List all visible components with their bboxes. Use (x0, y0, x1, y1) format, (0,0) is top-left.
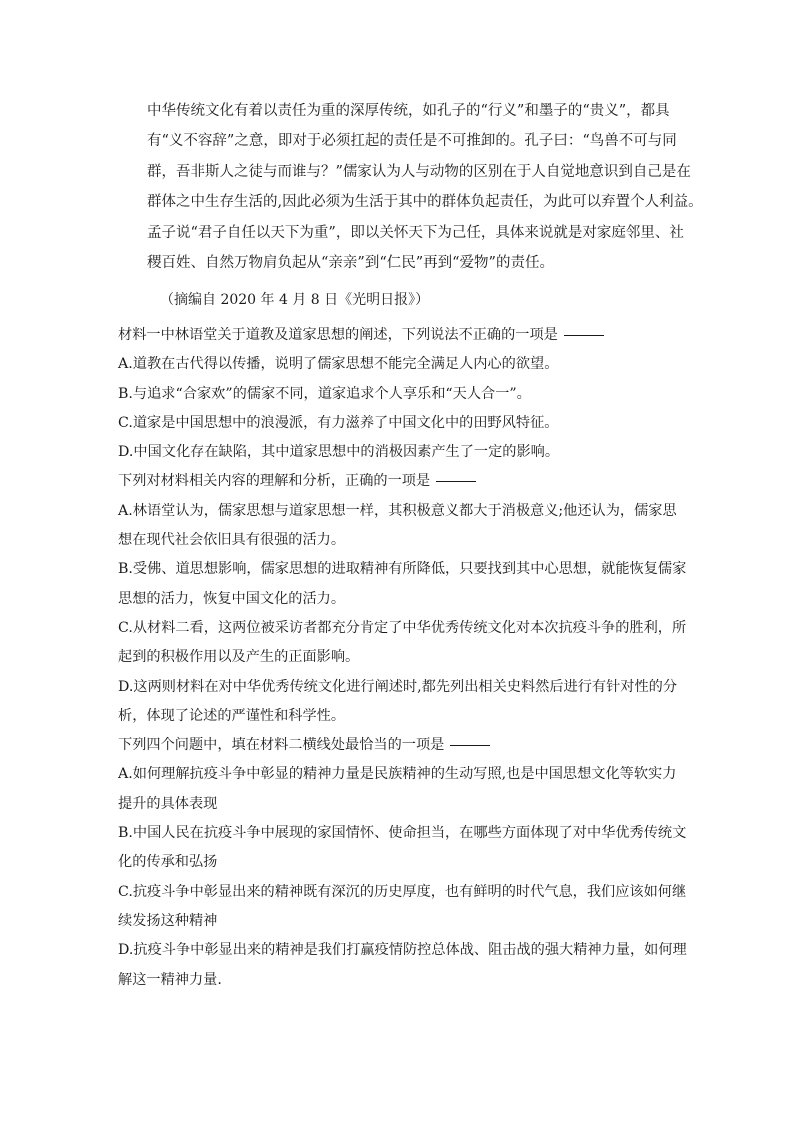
question-3-option-b: B.中国人民在抗疫斗争中展现的家国情怀、使命担当，在哪些方面体现了对中华优秀传统文 (118, 825, 687, 842)
question-3-option-a: A.如何理解抗疫斗争中彰显的精神力量是民族精神的生动写照,也是中国思想文化等软实力 (118, 766, 677, 783)
passage-line: 有“义不容辞”之意，即对于必须扛起的责任是不可推卸的。孔子曰：“鸟兽不可与同 (147, 133, 677, 150)
answer-blank (564, 334, 604, 336)
question-3-option-d: D.抗疫斗争中彰显出来的精神是我们打赢疫情防控总体战、阻击战的强大精神力量，如何理 (118, 942, 687, 959)
question-3-text: 下列四个问题中，填在材料二横线处最恰当的一项是 (118, 737, 445, 754)
question-1-option-c: C.道家是中国思想中的浪漫派，有力滋养了中国文化中的田野风特征。 (118, 414, 559, 431)
question-2-stem (118, 467, 683, 496)
question-1-stem (118, 321, 683, 350)
question-3-option-c-cont: 续发扬这种精神 (118, 912, 218, 929)
question-3-option-b-cont: 化的传承和弘扬 (118, 854, 218, 871)
question-1-option-b: B.与追求“合家欢”的儒家不同，道家追求个人享乐和“天人合一”。 (118, 385, 531, 402)
question-2-option-b: B.受佛、道思想影响，儒家思想的进取精神有所降低，只要找到其中心思想，就能恢复儒家 (118, 561, 687, 578)
question-2-text: 下列对材料相关内容的理解和分析，正确的一项是 (118, 473, 431, 490)
question-2-option-a: A.林语堂认为，儒家思想与道家思想一样，其积极意义都大于消极意义;他还认为，儒家思 (118, 502, 677, 519)
question-3-option-d-cont: 解这一精神力量. (118, 971, 222, 988)
question-3-option-a-cont: 提升的具体表现 (118, 795, 218, 812)
answer-blank (450, 744, 490, 746)
question-2-option-b-cont: 思想的活力，恢复中国文化的活力。 (118, 590, 346, 607)
question-2-option-c-cont: 起到的积极作用以及产生的正面影响。 (118, 649, 360, 666)
answer-blank (436, 480, 476, 482)
question-2-option-a-cont: 想在现代社会依旧具有很强的活力。 (118, 532, 346, 549)
passage-line: 群体之中生存生活的,因此必须为生活于其中的群体负起责任，为此可以弃置个人利益。 (147, 194, 703, 211)
passage-line: 稷百姓、自然万物肩负起从“亲亲”到“仁民”再到“爱物”的责任。 (147, 255, 554, 272)
question-1-option-d: D.中国文化存在缺陷，其中道家思想中的消极因素产生了一定的影响。 (118, 444, 560, 461)
question-2-option-d-cont: 析，体现了论述的严谨性和科学性。 (118, 707, 346, 724)
question-1-option-a: A.道教在古代得以传播，说明了儒家思想不能完全满足人内心的欲望。 (118, 356, 559, 373)
question-1-text: 材料一中林语堂关于道教及道家思想的阐述，下列说法不正确的一项是 (118, 327, 558, 343)
question-3-stem (118, 731, 683, 760)
passage (147, 96, 703, 278)
passage-line: 中华传统文化有着以责任为重的深厚传统，如孔子的“行义”和墨子的“贵义”，都具 (147, 103, 670, 119)
questions (118, 321, 687, 995)
question-3-option-c: C.抗疫斗争中彰显出来的精神既有深沉的历史厚度，也有鲜明的时代气息，我们应该如何继 (118, 883, 687, 900)
passage-line: 孟子说“君子自任以天下为重”，即以关怀天下为己任，具体来说就是对家庭邻里、社 (147, 224, 684, 241)
passage-line: 群，吾非斯人之徒与而谁与？”儒家认为人与动物的区别在于人自觉地意识到自己是在 (147, 163, 691, 180)
question-2-option-c: C.从材料二看，这两位被采访者都充分肯定了中华优秀传统文化对本次抗疫斗争的胜利，所 (118, 619, 687, 636)
question-2-option-d: D.这两则材料在对中华优秀传统文化进行阐述时,都先列出相关史料然后进行有针对性的分 (118, 678, 678, 695)
passage-source: （摘编自 2020 年 4 月 8 日《光明日报》） (160, 292, 430, 308)
